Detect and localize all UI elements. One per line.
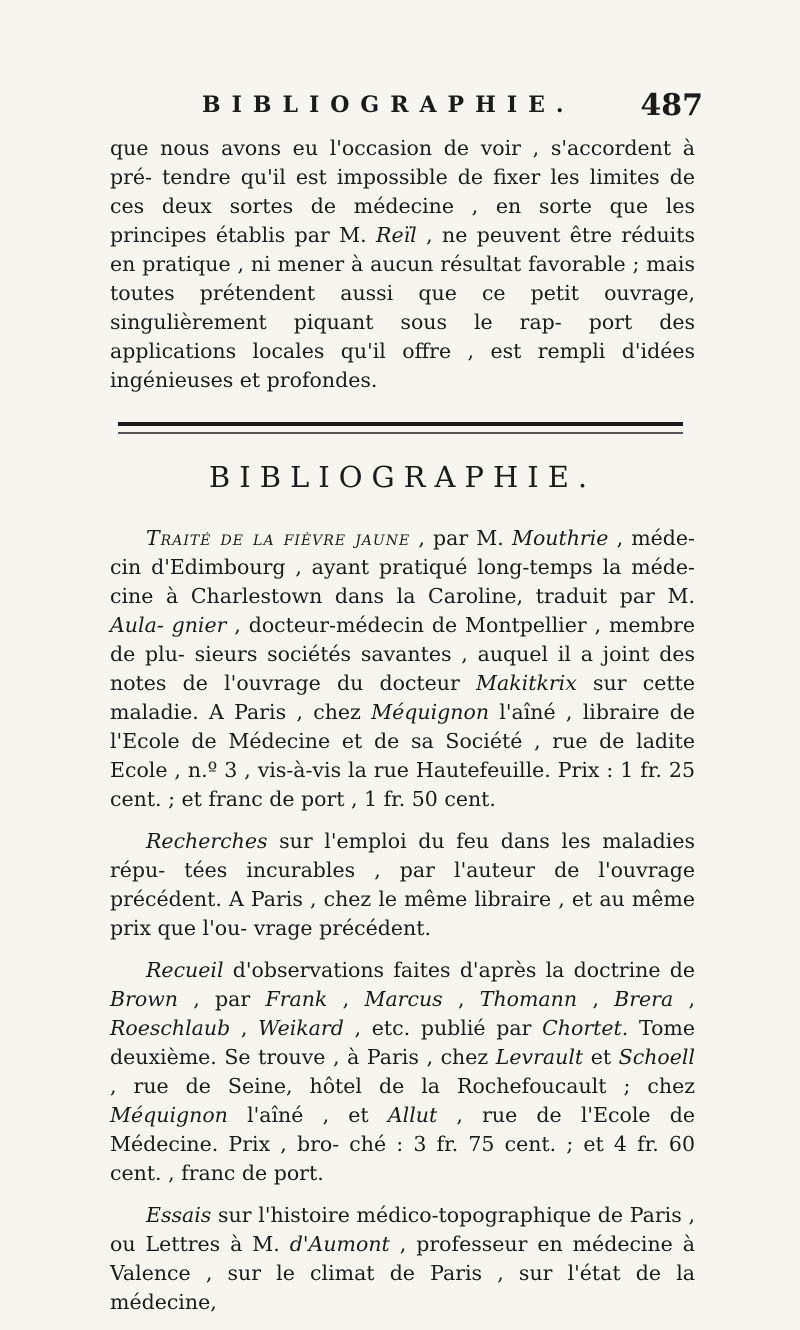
italic-name: Marcus [364, 987, 443, 1011]
intro-line: tendre qu'il est impossible de fixer les limites de ces deux [110, 165, 695, 218]
italic-name: Chortet. [542, 1016, 629, 1040]
intro-line: port des applications locales qu'il offre , est rempli d'idées [110, 310, 695, 363]
intro-line: sortes de médecine , en sorte que les principes établis par [110, 194, 695, 247]
entry-text: sur l'emploi du feu dans les maladies répu- tées incurables , par l'auteur de l'ouvrage précédent. A Paris , chez le même libraire , et au même prix que l'ou- vrage précédent. [110, 829, 695, 940]
italic-name: Brera [614, 987, 674, 1011]
entry-text: l'aîné , libraire de l'Ecole de Médecine et de sa Société , rue de ladite Ecole , n.º 3 , vis-à-vis la rue Hautefeuille. Prix : 1 fr. 25 cent. ; et franc de port , 1 fr. 50 cent. [110, 700, 695, 811]
running-title: BIBLIOGRAPHIE. [202, 92, 575, 118]
book-page [110, 88, 703, 1330]
entry-text: et [583, 1045, 619, 1069]
entry-text: , par M. [410, 526, 512, 550]
entry-text: , etc. publié par [343, 1016, 543, 1040]
entry-text: l'aîné , et [227, 1103, 388, 1127]
running-head [110, 88, 703, 134]
italic-name: Weikard [258, 1016, 344, 1040]
entry-title: Traité de la fièvre jaune [146, 526, 411, 550]
entry-text: sur l'histoire médico-topographique de Paris , ou Lettres à M. [110, 1203, 695, 1256]
entry-text: Tome deuxième. Se trouve , à Paris , chez [110, 1016, 695, 1069]
entry-text: , professeur en médecine à Valence , sur le climat de Paris , sur l'état de la médecine, [110, 1232, 695, 1314]
italic-name: Recherches [146, 829, 268, 853]
section-divider [118, 422, 683, 434]
entry-text: , docteur-médecin de Montpellier , membre de plu- sieurs sociétés savantes , auquel il a joint des notes de l'ouvrage du docteur [110, 613, 696, 695]
italic-name: Frank [265, 987, 328, 1011]
italic-name: Méquignon [371, 700, 490, 724]
italic-name: Allut [387, 1103, 438, 1127]
entry-text: , rue de Seine, hôtel de la Rochefoucault ; chez [110, 1074, 695, 1098]
italic-name: Aula- gnier [110, 613, 227, 637]
section-title: BIBLIOGRAPHIE. [208, 460, 597, 494]
italic-name: Essais [146, 1203, 212, 1227]
bibliography-entries [110, 524, 695, 1317]
italic-name: d'Aumont [289, 1232, 390, 1256]
intro-line: que ce petit ouvrage, singulièrement piquant sous le rap- [110, 281, 695, 334]
entry-text: , [577, 987, 615, 1011]
italic-name: Schoell [618, 1045, 695, 1069]
entry-text: , par [177, 987, 266, 1011]
page-number: 487 [640, 88, 703, 123]
entry-text: , méde- cin d'Edimbourg , ayant pratiqué long-temps la méde- cine à Charlestown dans la Caroline, traduit par M. [110, 526, 695, 608]
italic-name: Mouthrie [511, 526, 609, 550]
bibliography-entry [110, 956, 695, 1188]
intro-line: ingénieuses et profondes. [110, 368, 378, 392]
italic-name: Makitkrix [476, 671, 577, 695]
bibliography-entry [110, 827, 695, 943]
italic-name: Levrault [495, 1045, 584, 1069]
entry-text: , rue de l'Ecole de Médecine. Prix , bro- ché : 3 fr. 75 cent. ; et 4 fr. 60 cent. , franc de port. [110, 1103, 695, 1185]
intro-line: M. [339, 223, 377, 247]
author-name: Reïl [376, 223, 417, 247]
bibliography-entry [110, 524, 695, 814]
italic-name: Roeschlaub [110, 1016, 231, 1040]
entry-text: , [673, 987, 695, 1011]
intro-paragraph [110, 134, 695, 395]
entry-text: , [327, 987, 365, 1011]
entry-text: , [442, 987, 480, 1011]
italic-name: Recueil [146, 958, 224, 982]
entry-text: sur cette maladie. A Paris , chez [110, 671, 695, 724]
intro-line: , ne peuvent être réduits en pratique , ni mener [110, 223, 695, 276]
intro-line: à aucun résultat favorable ; mais toutes prétendent aussi [110, 252, 696, 305]
italic-name: Thomann [479, 987, 578, 1011]
intro-line: que nous avons eu l'occasion de voir , s'accordent à pré- [110, 136, 695, 189]
entry-text: , [230, 1016, 259, 1040]
entry-text: d'observations faites d'après la doctrine de [223, 958, 695, 982]
italic-name: Méquignon [110, 1103, 228, 1127]
italic-name: Brown [110, 987, 178, 1011]
